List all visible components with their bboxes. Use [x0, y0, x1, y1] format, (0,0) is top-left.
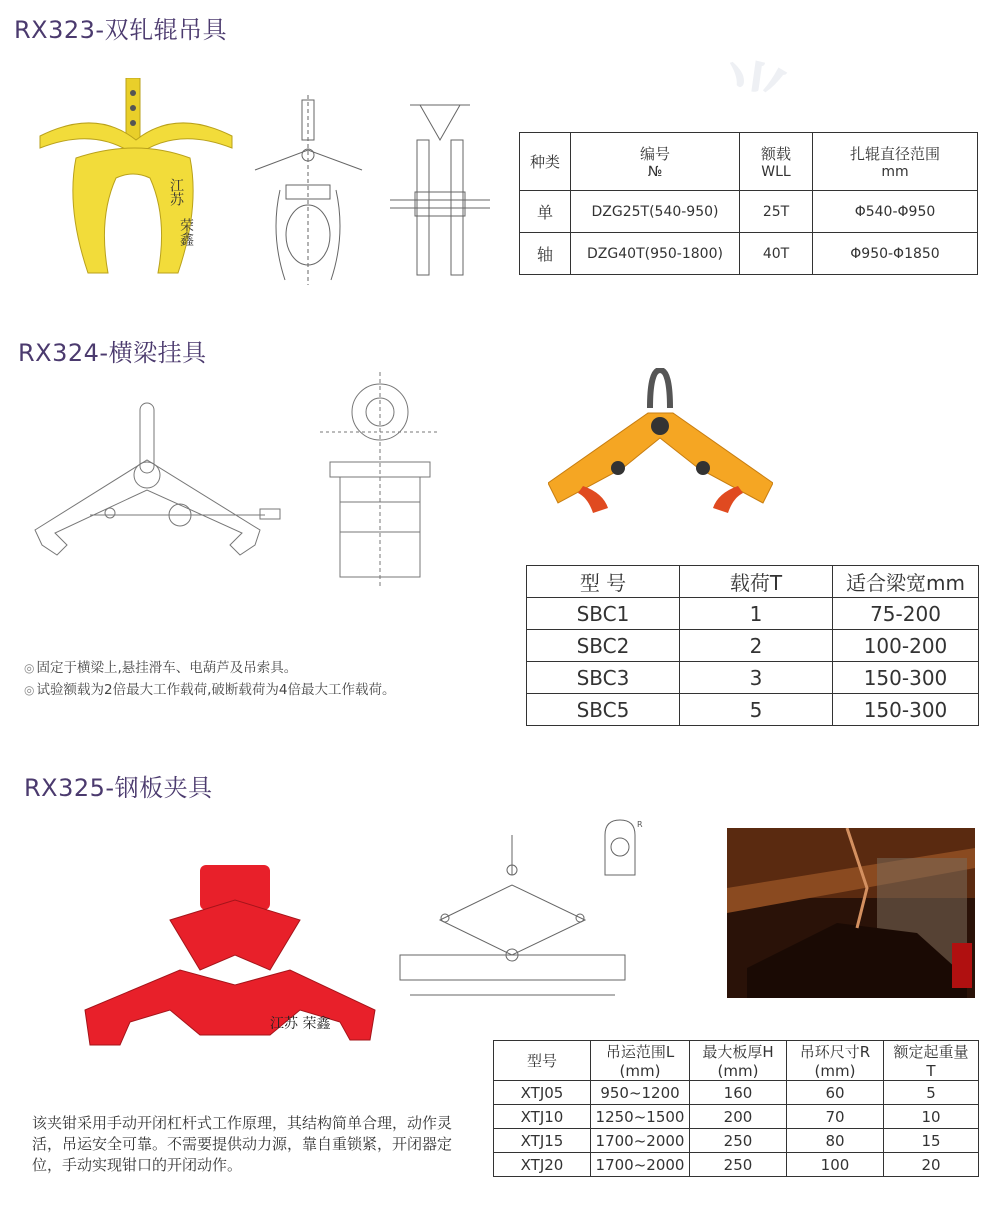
table-row: XTJ15 1700~2000 250 80 15 — [494, 1129, 979, 1153]
bullet-icon: ◎ — [24, 661, 35, 675]
rx325-spec-table — [493, 1040, 979, 1177]
header-rated-capacity: 额定起重量 T — [884, 1041, 979, 1081]
steel-plate-clamp-site-photo — [727, 828, 975, 998]
header-roll-diameter: 扎辊直径范围 mm — [813, 133, 978, 191]
photo-label: 江苏 荣鑫 — [270, 1016, 331, 1032]
header-category: 种类 — [520, 133, 571, 191]
table-row: 单 DZG25T(540-950) 25T Φ540-Φ950 — [520, 191, 978, 233]
ring-radius-label: R — [637, 820, 643, 829]
background-watermark: ⺌ — [713, 50, 795, 142]
table-row: SBC1 1 75-200 — [527, 598, 979, 630]
section-title-rx325: RX325-钢板夹具 — [24, 774, 213, 802]
table-row: XTJ10 1250~1500 200 70 10 — [494, 1105, 979, 1129]
note-item: ◎ 固定于横梁上,悬挂滑车、电葫芦及吊索具。 — [24, 660, 298, 676]
table-row: SBC2 2 100-200 — [527, 630, 979, 662]
header-model-no: 编号 № — [571, 133, 740, 191]
rx323-spec-table — [519, 132, 978, 275]
header-model: 型 号 — [527, 566, 680, 598]
header-model: 型号 — [494, 1041, 591, 1081]
header-ring-size: 吊环尺寸R (mm) — [787, 1041, 884, 1081]
table-row: SBC5 5 150-300 — [527, 694, 979, 726]
table-row: SBC3 3 150-300 — [527, 662, 979, 694]
beam-clamp-side-drawing — [320, 372, 440, 587]
rx324-spec-table — [526, 565, 979, 726]
header-max-thickness: 最大板厚H (mm) — [690, 1041, 787, 1081]
photo-label-jiangsu: 江苏 — [168, 178, 184, 206]
beam-clamp-photo — [548, 368, 773, 518]
header-beam-width: 适合梁宽mm — [833, 566, 979, 598]
lifting-ring-drawing — [595, 815, 655, 885]
note-item: ◎ 试验额载为2倍最大工作载荷,破断载荷为4倍最大工作载荷。 — [24, 682, 396, 698]
steel-plate-clamp-photo — [70, 860, 380, 1065]
section-title-rx324: RX324-横梁挂具 — [18, 339, 207, 367]
section-title-rx323: RX323-双轧辊吊具 — [14, 16, 228, 44]
header-wll: 额载 WLL — [740, 133, 813, 191]
double-roll-lifter-side-drawing — [385, 100, 495, 285]
table-row: XTJ05 950~1200 160 60 5 — [494, 1081, 979, 1105]
header-load: 载荷T — [680, 566, 833, 598]
bullet-icon: ◎ — [24, 683, 35, 697]
table-row: XTJ20 1700~2000 250 100 20 — [494, 1153, 979, 1177]
steel-plate-clamp-drawing — [390, 830, 630, 1010]
rx324-notes — [24, 657, 395, 701]
double-roll-lifter-front-drawing — [250, 95, 370, 285]
header-lift-range: 吊运范围L (mm) — [591, 1041, 690, 1081]
beam-clamp-front-drawing — [30, 395, 285, 590]
photo-label-rongxin: 荣鑫 — [178, 218, 194, 246]
table-row: 轴 DZG40T(950-1800) 40T Φ950-Φ1850 — [520, 233, 978, 275]
double-roll-lifter-photo — [36, 78, 236, 283]
rx325-description: 该夹钳采用手动开闭杠杆式工作原理，其结构简单合理，动作灵活，吊运安全可靠。不需要提供动力源，靠自重锁紧，开闭器定位，手动实现钳口的开闭动作。 — [32, 1114, 453, 1174]
